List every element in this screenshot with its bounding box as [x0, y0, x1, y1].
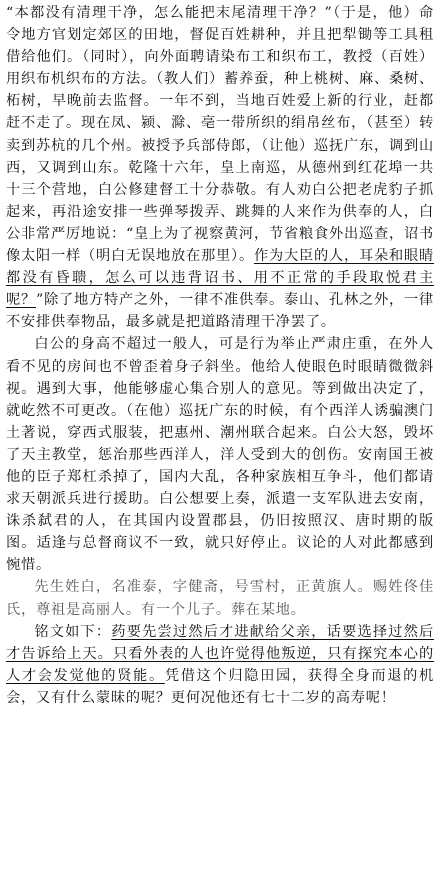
- paragraph-1-text-b: ”除了地方特产之外，一律不准供奉。泰山、孔林之外，一律不安排供奉物品，最多就是把道路清理干净罢了。: [6, 292, 434, 331]
- paragraph-1-text-a: “本都没有清理干净，怎么能把末尾清理干净？”（于是，他）命令地方官划定郊区的田地，督促百姓耕种，并且把犁锄等工具租借给他们。（同时），向外面聘请染布工和织布工，教授（百姓）用织布机织布的方法。（教人们）蓄养蚕，种上桃树、麻、桑树、柘树，早晚前去监督。一年不到，当地百姓爱上新的行业，赶都赶不走了。现在凤、颍、滁、亳一带所织的绢帛丝布，（甚至）转卖到苏杭的几个州。被授予兵部侍郎，（让他）巡抚广东，调到山西，又调到山东。乾隆十六年，皇上南巡，从德州到红花埠一共十三个营地，白公修建督工十分恭敬。有人劝白公把老虎豹子抓起来，再沿途安排一些弹琴拨弄、跳舞的人来作为供奉的人，白公非常严厉地说：“皇上为了视察黄河，节省粮食外出巡查，诏书像太阳一样（明白无误地放在那里）。: [6, 5, 434, 265]
- paragraph-4: [6, 621, 434, 709]
- paragraph-4-label: 铭文如下：: [34, 623, 112, 640]
- paragraph-1: [6, 2, 434, 333]
- paragraph-4-text: 凭借这个归隐田园，获得全身而退的机会，又有什么蒙昧的呢？更何况他还有七十二岁的高寿呢！: [6, 667, 434, 706]
- paragraph-3: [6, 576, 434, 620]
- paragraph-2-text: 白公的身高不超过一般人，可是行为举止严肃庄重，在外人看不见的房间也不曾歪着身子斜坐。他给人使眼色时眼睛微微斜视。遇到大事，他能够虚心集合别人的意见。等到做出决定了，就屹然不可更改。（在他）巡抚广东的时候，有个西洋人诱骗澳门土著说，穿西式服装，把惠州、潮州联合起来。白公大怒，毁坏了天主教堂，惩治那些西洋人，洋人受到大的创伤。安南国王被他的臣子郑杠杀掉了，国内大乱，各种家族相互争斗，他们都请求天朝派兵进行援助。白公想要上奏，派遣一支军队进去安南，诛杀弑君的人，在其国内设置郡县，仍旧按照汉、唐时期的版图。适逢与总督商议不一致，就只好停止。议论的人对此都感到惋惜。: [6, 336, 434, 574]
- paragraph-3-text: 先生姓白，名准泰，字健斋，号雪村，正黄旗人。赐姓佟佳氏，尊祖是高丽人。有一个儿子。葬在某地。: [6, 579, 434, 618]
- paragraph-2: [6, 333, 434, 576]
- paragraph-4-underlined-sentence: 药要先尝过然后才进献给父亲，话要选择过然后才告诉给上天。只看外表的人也许觉得他叛逆，只有探究本心的人才会发觉他的贤能。: [6, 623, 434, 684]
- paragraph-1-underlined-sentence: 作为大臣的人，耳朵和眼睛都没有昏聩，怎么可以违背诏书、用不正常的手段取悦君主呢？: [6, 248, 434, 309]
